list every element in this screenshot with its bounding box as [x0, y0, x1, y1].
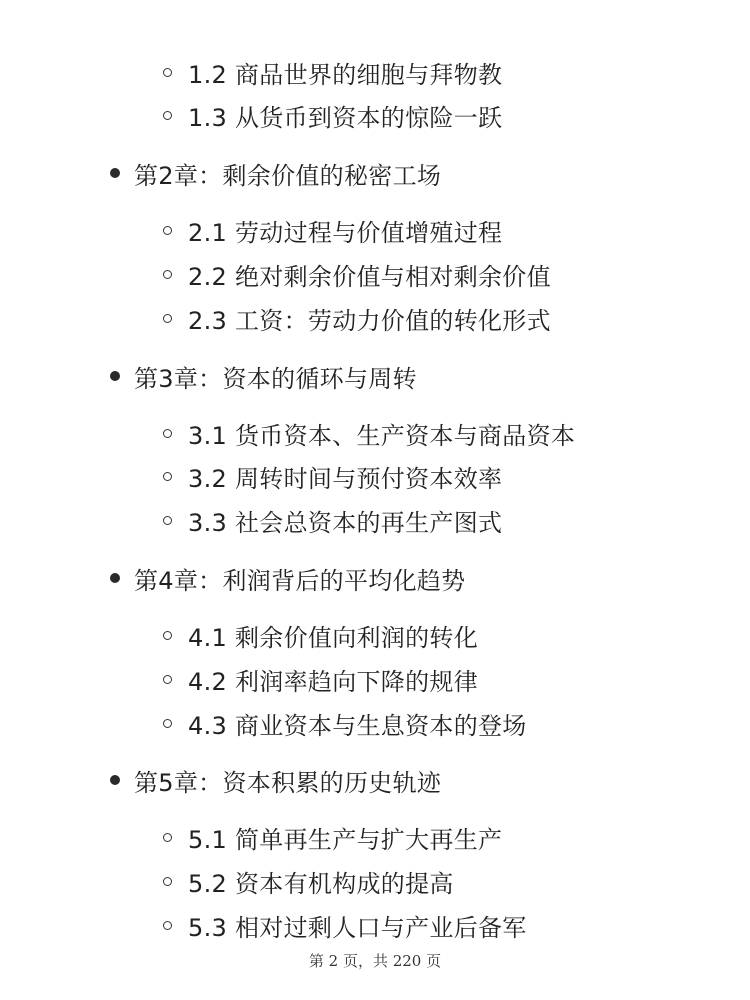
section-title: 1.3 从货币到资本的惊险一跃	[188, 103, 503, 132]
hollow-bullet-icon	[163, 314, 172, 323]
hollow-bullet-icon	[163, 226, 172, 235]
hollow-bullet-icon	[163, 719, 172, 728]
hollow-bullet-icon	[163, 877, 172, 886]
hollow-bullet-icon	[163, 833, 172, 842]
chapter-title: 第5章：资本积累的历史轨迹	[134, 768, 442, 797]
hollow-bullet-icon	[163, 921, 172, 930]
section-title: 1.2 商品世界的细胞与拜物教	[188, 60, 503, 89]
hollow-bullet-icon	[163, 111, 172, 120]
solid-bullet-icon	[110, 775, 120, 785]
hollow-bullet-icon	[163, 270, 172, 279]
section-title: 4.1 剩余价值向利润的转化	[188, 623, 478, 652]
hollow-bullet-icon	[163, 429, 172, 438]
chapter-title: 第4章：利润背后的平均化趋势	[134, 566, 466, 595]
page-number-footer: 第 2 页，共 220 页	[308, 952, 442, 970]
chapter-title: 第2章：剩余价值的秘密工场	[134, 161, 442, 190]
section-title: 2.2 绝对剩余价值与相对剩余价值	[188, 262, 551, 291]
section-title: 3.1 货币资本、生产资本与商品资本	[188, 421, 576, 450]
hollow-bullet-icon	[163, 631, 172, 640]
section-title: 2.3 工资：劳动力价值的转化形式	[188, 306, 551, 335]
section-title: 5.1 简单再生产与扩大再生产	[188, 825, 503, 854]
hollow-bullet-icon	[163, 675, 172, 684]
chapter-title: 第3章：资本的循环与周转	[134, 364, 417, 393]
section-title: 2.1 劳动过程与价值增殖过程	[188, 218, 503, 247]
section-title: 5.2 资本有机构成的提高	[188, 869, 454, 898]
solid-bullet-icon	[110, 168, 120, 178]
solid-bullet-icon	[110, 371, 120, 381]
hollow-bullet-icon	[163, 472, 172, 481]
hollow-bullet-icon	[163, 68, 172, 77]
hollow-bullet-icon	[163, 516, 172, 525]
solid-bullet-icon	[110, 573, 120, 583]
section-title: 4.2 利润率趋向下降的规律	[188, 667, 478, 696]
section-title: 3.3 社会总资本的再生产图式	[188, 508, 503, 537]
section-title: 4.3 商业资本与生息资本的登场	[188, 711, 527, 740]
section-title: 5.3 相对过剩人口与产业后备军	[188, 913, 527, 942]
section-title: 3.2 周转时间与预付资本效率	[188, 464, 503, 493]
